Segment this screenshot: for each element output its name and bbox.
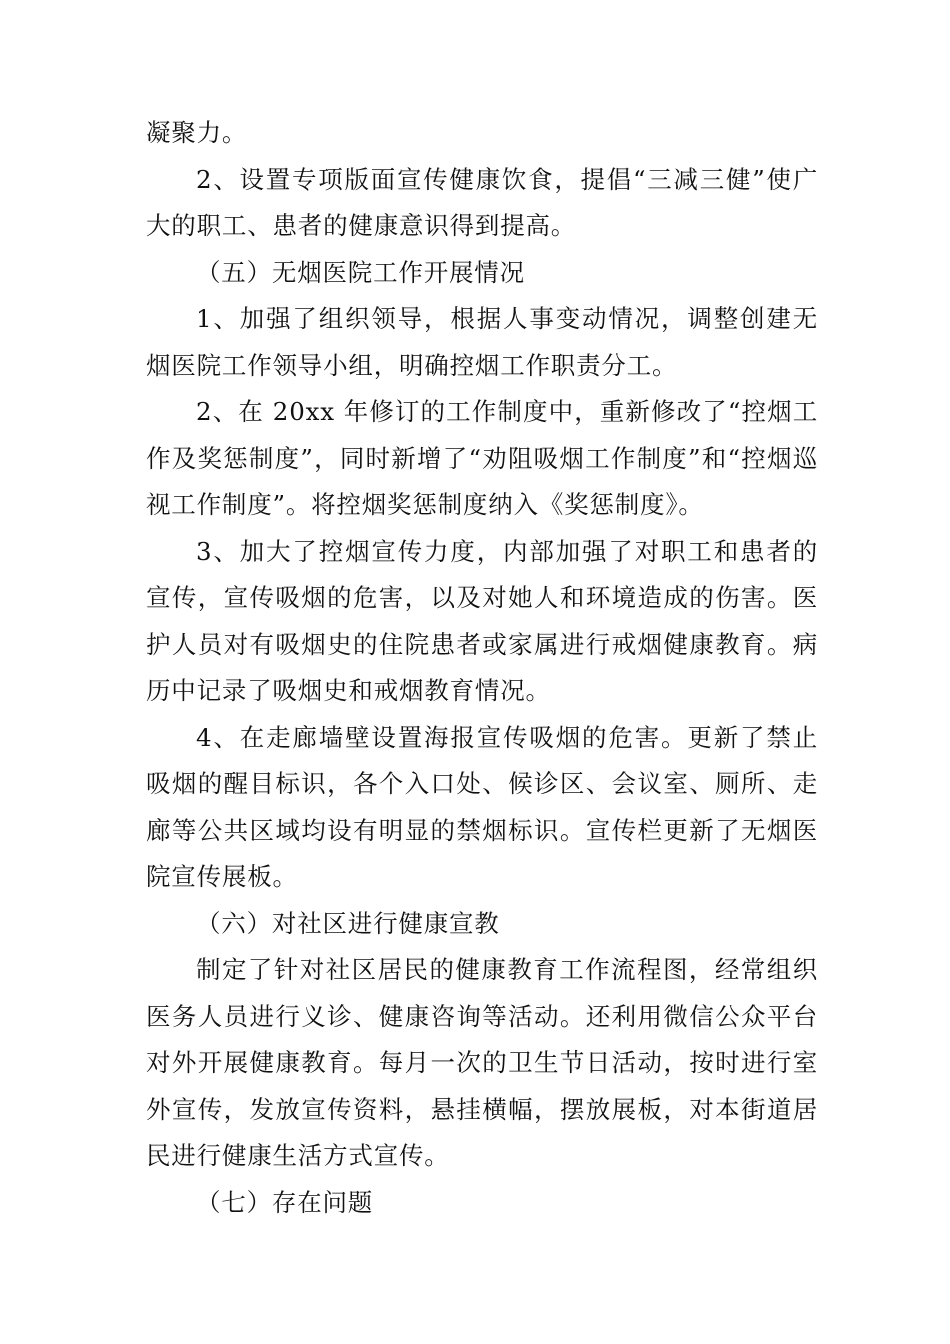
paragraph-item-2-regulations: 2、在 20xx 年修订的工作制度中，重新修改了“控烟工作及奖惩制度”，同时新增了“劝阻吸烟工作制度”和“控烟巡视工作制度”。将控烟奖惩制度纳入《奖惩制度》。 xyxy=(146,397,818,519)
document-body xyxy=(146,110,818,1226)
section-heading-7: （七）存在问题 xyxy=(196,1187,374,1217)
section-heading-5: （五）无烟医院工作开展情况 xyxy=(196,257,525,287)
paragraph-community-education: 制定了针对社区居民的健康教育工作流程图，经常组织医务人员进行义诊、健康咨询等活动。还利用微信公众平台对外开展健康教育。每月一次的卫生节日活动，按时进行室外宣传，发放宣传资料，悬挂横幅，摆放展板，对本街道居民进行健康生活方式宣传。 xyxy=(146,955,818,1170)
paragraph-item-1-leadership: 1、加强了组织领导，根据人事变动情况，调整创建无烟医院工作领导小组，明确控烟工作职责分工。 xyxy=(146,304,818,380)
section-heading-6: （六）对社区进行健康宣教 xyxy=(196,908,500,938)
paragraph-item-2-healthy-diet: 2、设置专项版面宣传健康饮食，提倡“三减三健”使广大的职工、患者的健康意识得到提高。 xyxy=(146,164,818,240)
paragraph-item-3-publicity: 3、加大了控烟宣传力度，内部加强了对职工和患者的宣传，宣传吸烟的危害，以及对她人和环境造成的伤害。医护人员对有吸烟史的住院患者或家属进行戒烟健康教育。病历中记录了吸烟史和戒烟教育情况。 xyxy=(146,536,818,705)
paragraph-continuation: 凝聚力。 xyxy=(146,118,248,147)
paragraph-item-4-signage: 4、在走廊墙壁设置海报宣传吸烟的危害。更新了禁止吸烟的醒目标识，各个入口处、候诊区、会议室、厕所、走廊等公共区域均设有明显的禁烟标识。宣传栏更新了无烟医院宣传展板。 xyxy=(146,722,818,891)
